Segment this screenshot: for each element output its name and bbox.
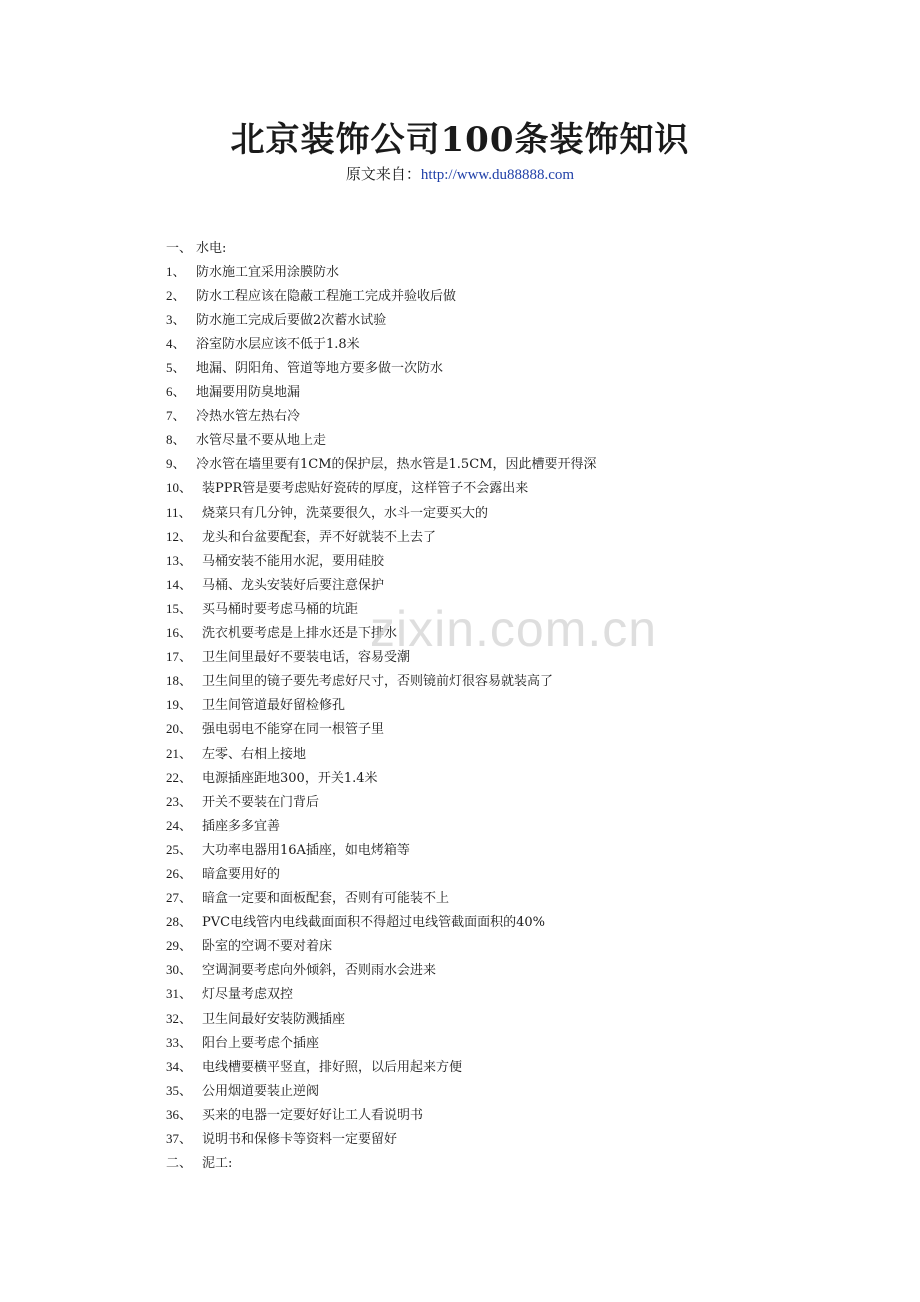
item-number: 二、 bbox=[166, 1155, 193, 1171]
item-text: 电源插座距地300，开关1.4米 bbox=[202, 770, 378, 786]
item-text: 烧菜只有几分钟，洗菜要很久，水斗一定要买大的 bbox=[202, 505, 489, 521]
item-number: 18、 bbox=[166, 673, 193, 689]
item-text: 防水施工宜采用涂膜防水 bbox=[196, 264, 340, 280]
list-item bbox=[166, 933, 866, 957]
item-text: 泥工: bbox=[202, 1156, 233, 1172]
item-text: 水电: bbox=[196, 240, 227, 256]
list-item bbox=[166, 306, 866, 330]
list-item bbox=[166, 668, 866, 692]
item-number: 26、 bbox=[166, 865, 193, 881]
knowledge-list bbox=[166, 234, 866, 1174]
item-text: 暗盒要用好的 bbox=[202, 866, 281, 882]
item-number: 5、 bbox=[166, 360, 186, 376]
list-item bbox=[166, 571, 866, 595]
item-text: 洗衣机要考虑是上排水还是下排水 bbox=[202, 626, 398, 642]
list-item bbox=[166, 523, 866, 547]
item-number: 21、 bbox=[166, 745, 193, 761]
item-text: 冷热水管左热右冷 bbox=[196, 409, 301, 425]
item-text: 卫生间最好安装防溅插座 bbox=[202, 1011, 346, 1027]
item-text: 马桶安装不能用水泥，要用硅胶 bbox=[202, 553, 385, 569]
item-number: 14、 bbox=[166, 576, 193, 592]
item-number: 一、 bbox=[166, 239, 193, 255]
item-number: 35、 bbox=[166, 1082, 193, 1098]
item-number: 11、 bbox=[166, 504, 192, 520]
item-number: 27、 bbox=[166, 890, 193, 906]
document-title: 北京装饰公司100条装饰知识 bbox=[230, 120, 690, 160]
list-item bbox=[166, 716, 866, 740]
list-item bbox=[166, 403, 866, 427]
item-text: 开关不要装在门背后 bbox=[202, 794, 320, 810]
list-item bbox=[166, 981, 866, 1005]
list-item bbox=[166, 1101, 866, 1125]
list-item bbox=[166, 692, 866, 716]
list-item bbox=[166, 1150, 866, 1174]
list-item bbox=[166, 1077, 866, 1101]
list-item bbox=[166, 644, 866, 668]
item-text: 插座多多宜善 bbox=[202, 818, 281, 834]
item-text: 左零、右相上接地 bbox=[202, 746, 307, 762]
list-item bbox=[166, 957, 866, 981]
list-item bbox=[166, 379, 866, 403]
item-text: 地漏、阴阳角、管道等地方要多做一次防水 bbox=[196, 361, 444, 377]
list-item bbox=[166, 620, 866, 644]
list-item bbox=[166, 258, 866, 282]
item-text: 阳台上要考虑个插座 bbox=[202, 1035, 320, 1051]
item-number: 7、 bbox=[166, 408, 186, 424]
watermark: zixin.com.cn bbox=[370, 601, 658, 657]
list-item bbox=[166, 354, 866, 378]
source-line bbox=[0, 163, 920, 184]
list-item bbox=[166, 595, 866, 619]
list-item bbox=[166, 909, 866, 933]
item-text: 卫生间里最好不要装电话，容易受潮 bbox=[202, 650, 411, 666]
item-text: 电线槽要横平竖直，排好照，以后用起来方便 bbox=[202, 1059, 463, 1075]
item-number: 33、 bbox=[166, 1034, 193, 1050]
item-number: 37、 bbox=[166, 1131, 193, 1147]
item-text: PVC电线管内电线截面面积不得超过电线管截面面积的40% bbox=[202, 915, 545, 931]
item-number: 20、 bbox=[166, 721, 193, 737]
list-item bbox=[166, 740, 866, 764]
item-text: 买马桶时要考虑马桶的坑距 bbox=[202, 601, 359, 617]
item-number: 17、 bbox=[166, 649, 193, 665]
list-item bbox=[166, 1005, 866, 1029]
item-number: 30、 bbox=[166, 962, 193, 978]
item-text: 水管尽量不要从地上走 bbox=[196, 433, 327, 449]
list-item bbox=[166, 860, 866, 884]
item-text: 卫生间里的镜子要先考虑好尺寸，否则镜前灯很容易就装高了 bbox=[202, 674, 554, 690]
item-number: 13、 bbox=[166, 552, 193, 568]
list-item bbox=[166, 836, 866, 860]
item-number: 34、 bbox=[166, 1058, 193, 1074]
item-number: 23、 bbox=[166, 793, 193, 809]
item-number: 4、 bbox=[166, 335, 186, 351]
item-number: 8、 bbox=[166, 432, 186, 448]
item-text: 大功率电器用16A插座，如电烤箱等 bbox=[202, 842, 410, 858]
item-number: 29、 bbox=[166, 938, 193, 954]
item-number: 19、 bbox=[166, 697, 193, 713]
item-number: 22、 bbox=[166, 769, 193, 785]
item-text: 卫生间管道最好留检修孔 bbox=[202, 698, 346, 714]
list-item bbox=[166, 1125, 866, 1149]
item-number: 10、 bbox=[166, 480, 193, 496]
item-number: 6、 bbox=[166, 384, 186, 400]
list-item bbox=[166, 885, 866, 909]
list-item bbox=[166, 812, 866, 836]
item-number: 25、 bbox=[166, 841, 193, 857]
item-number: 12、 bbox=[166, 528, 193, 544]
source-label: 原文来自： bbox=[345, 165, 421, 183]
list-item bbox=[166, 788, 866, 812]
item-number: 3、 bbox=[166, 311, 186, 327]
item-number: 9、 bbox=[166, 456, 186, 472]
item-number: 28、 bbox=[166, 914, 193, 930]
item-number: 32、 bbox=[166, 1010, 193, 1026]
item-text: 公用烟道要装止逆阀 bbox=[202, 1083, 320, 1099]
item-text: 浴室防水层应该不低于1.8米 bbox=[196, 336, 360, 352]
list-item bbox=[166, 234, 866, 258]
list-item bbox=[166, 282, 866, 306]
item-text: 防水工程应该在隐蔽工程施工完成并验收后做 bbox=[196, 288, 457, 304]
list-item bbox=[166, 475, 866, 499]
item-text: 买来的电器一定要好好让工人看说明书 bbox=[202, 1107, 424, 1123]
item-text: 说明书和保修卡等资料一定要留好 bbox=[202, 1132, 398, 1148]
list-item bbox=[166, 451, 866, 475]
item-number: 24、 bbox=[166, 817, 193, 833]
list-item bbox=[166, 427, 866, 451]
item-number: 1、 bbox=[166, 263, 186, 279]
list-item bbox=[166, 547, 866, 571]
item-text: 龙头和台盆要配套，弄不好就装不上去了 bbox=[202, 529, 437, 545]
item-number: 31、 bbox=[166, 986, 193, 1002]
list-item bbox=[166, 499, 866, 523]
item-text: 马桶、龙头安装好后要注意保护 bbox=[202, 577, 385, 593]
item-text: 强电弱电不能穿在同一根管子里 bbox=[202, 722, 385, 738]
item-text: 卧室的空调不要对着床 bbox=[202, 939, 333, 955]
item-number: 2、 bbox=[166, 287, 186, 303]
item-text: 装PPR管是要考虑贴好瓷砖的厚度，这样管子不会露出来 bbox=[202, 481, 529, 497]
source-link[interactable]: http://www.du88888.com bbox=[420, 167, 575, 183]
list-item bbox=[166, 1053, 866, 1077]
list-item bbox=[166, 1029, 866, 1053]
list-item bbox=[166, 764, 866, 788]
list-item bbox=[166, 330, 866, 354]
item-text: 暗盒一定要和面板配套，否则有可能装不上 bbox=[202, 891, 450, 907]
item-number: 36、 bbox=[166, 1106, 193, 1122]
item-text: 灯尽量考虑双控 bbox=[202, 987, 294, 1003]
item-text: 冷水管在墙里要有1CM的保护层，热水管是1.5CM，因此槽要开得深 bbox=[196, 457, 597, 473]
item-number: 16、 bbox=[166, 625, 193, 641]
item-text: 空调洞要考虑向外倾斜，否则雨水会进来 bbox=[202, 963, 437, 979]
item-number: 15、 bbox=[166, 600, 193, 616]
item-text: 防水施工完成后要做2次蓄水试验 bbox=[196, 312, 387, 328]
item-text: 地漏要用防臭地漏 bbox=[196, 385, 301, 401]
